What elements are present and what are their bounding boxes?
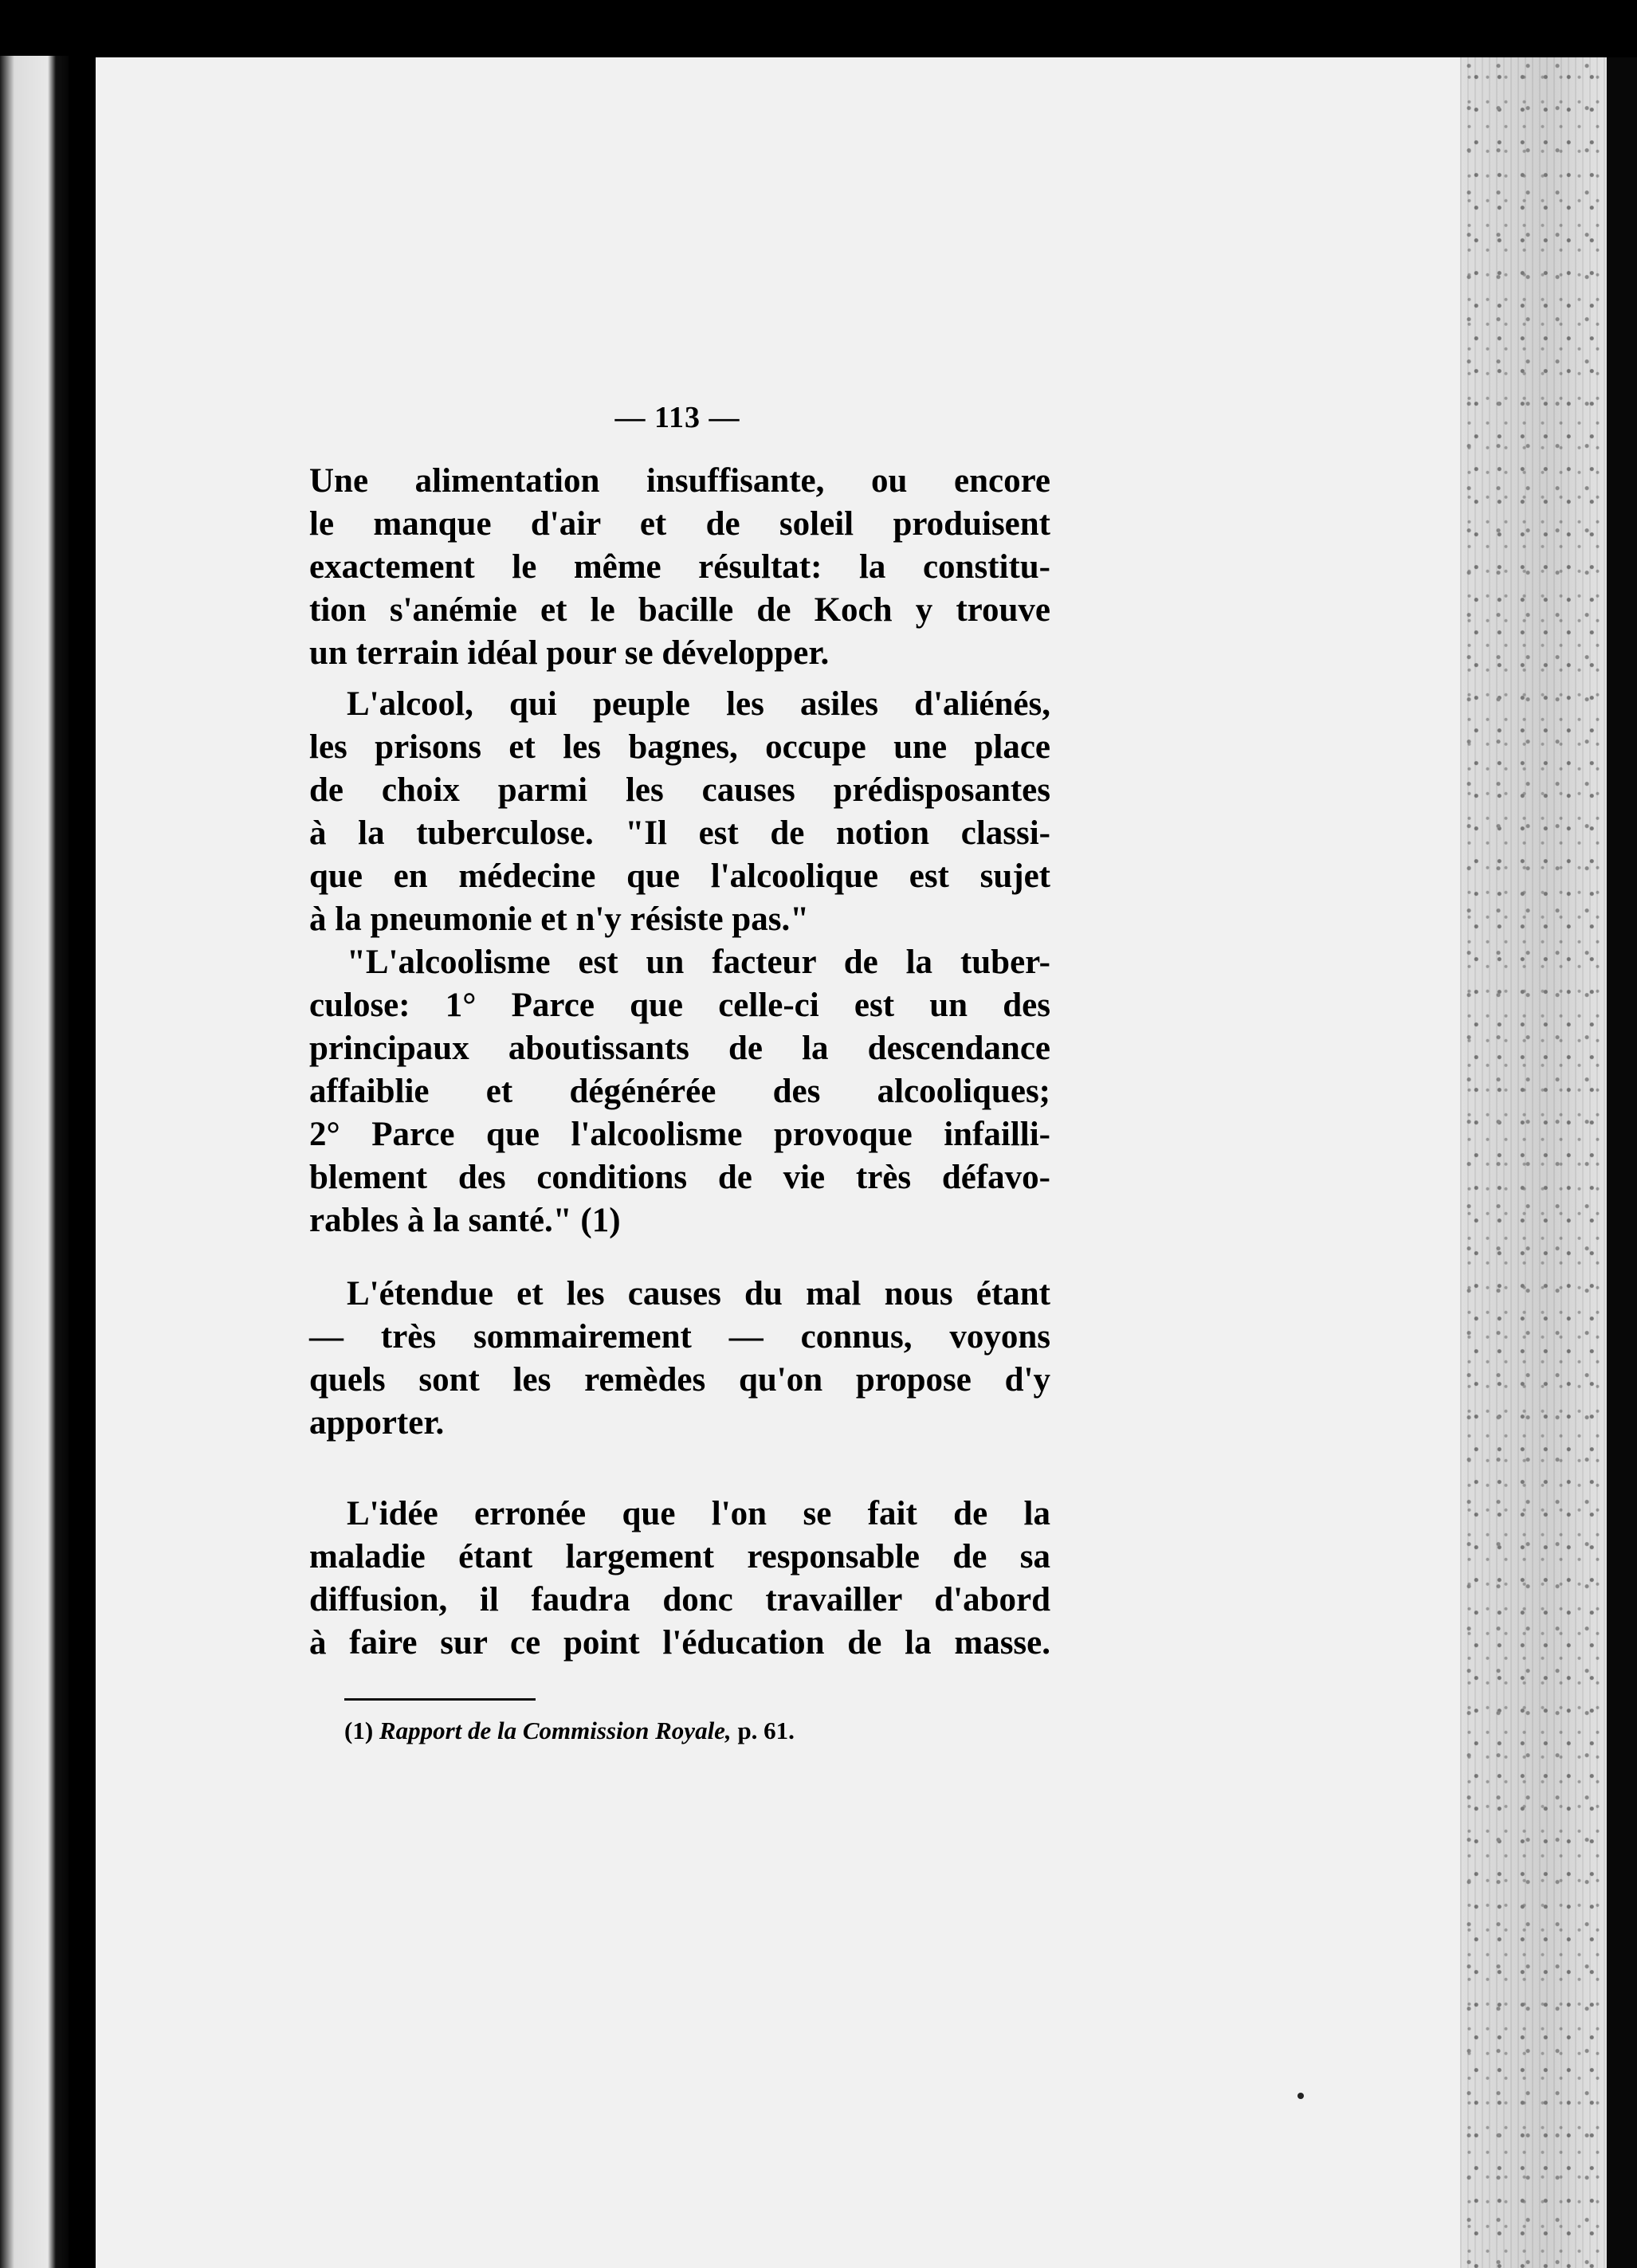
page-number: — 113 — xyxy=(614,401,740,434)
text-line: L'alcool, qui peuple les asiles d'aliénés, xyxy=(347,685,1050,723)
footnote-marker: (1) xyxy=(344,1717,374,1744)
text-line: un terrain idéal pour se développer. xyxy=(309,634,830,672)
text-line: "L'alcoolisme est un facteur de la tuber- xyxy=(347,944,1050,981)
text-line: L'étendue et les causes du mal nous étant xyxy=(347,1275,1050,1313)
text-line: maladie étant largement responsable de sa xyxy=(309,1538,1050,1575)
footnote-rule xyxy=(344,1698,536,1701)
scan-border-right xyxy=(1607,57,1637,2268)
text-line: que en médecine que l'alcoolique est sujet xyxy=(309,857,1050,895)
text-line: blement des conditions de vie très défavo- xyxy=(309,1159,1050,1196)
text-line: quels sont les remèdes qu'on propose d'y xyxy=(309,1361,1050,1399)
footnote xyxy=(344,1717,795,1745)
text-line: les prisons et les bagnes, occupe une place xyxy=(309,728,1050,766)
text-line: diffusion, il faudra donc travailler d'abord xyxy=(309,1581,1050,1619)
footnote-source: Rapport de la Commission Royale, xyxy=(379,1717,732,1744)
text-line: 2° Parce que l'alcoolisme provoque infailli- xyxy=(309,1116,1050,1153)
text-line: principaux aboutissants de la descendance xyxy=(309,1030,1050,1067)
text-line: tion s'anémie et le bacille de Koch y trouve xyxy=(309,591,1050,629)
text-line: le manque d'air et de soleil produisent xyxy=(309,505,1050,543)
text-line: affaiblie et dégénérée des alcooliques; xyxy=(309,1073,1050,1110)
text-line: à faire sur ce point l'éducation de la masse. xyxy=(309,1624,1050,1662)
page-stack-edges xyxy=(1460,57,1607,2268)
text-line: de choix parmi les causes prédisposantes xyxy=(309,771,1050,809)
scan-speck xyxy=(1297,2093,1304,2099)
facing-page-edge xyxy=(0,56,69,2268)
text-line: exactement le même résultat: la constitu- xyxy=(309,548,1050,586)
text-line: à la pneumonie et n'y résiste pas." xyxy=(309,901,810,938)
text-line: — très sommairement — connus, voyons xyxy=(309,1318,1050,1356)
text-line: Une alimentation insuffisante, ou encore xyxy=(309,462,1050,500)
footnote-page-ref: p. 61. xyxy=(737,1717,795,1744)
text-line: à la tuberculose. "Il est de notion classi- xyxy=(309,814,1050,852)
text-line: rables à la santé." (1) xyxy=(309,1202,621,1239)
text-line: L'idée erronée que l'on se fait de la xyxy=(347,1495,1050,1532)
text-line: apporter. xyxy=(309,1404,445,1442)
text-line: culose: 1° Parce que celle-ci est un des xyxy=(309,987,1050,1024)
